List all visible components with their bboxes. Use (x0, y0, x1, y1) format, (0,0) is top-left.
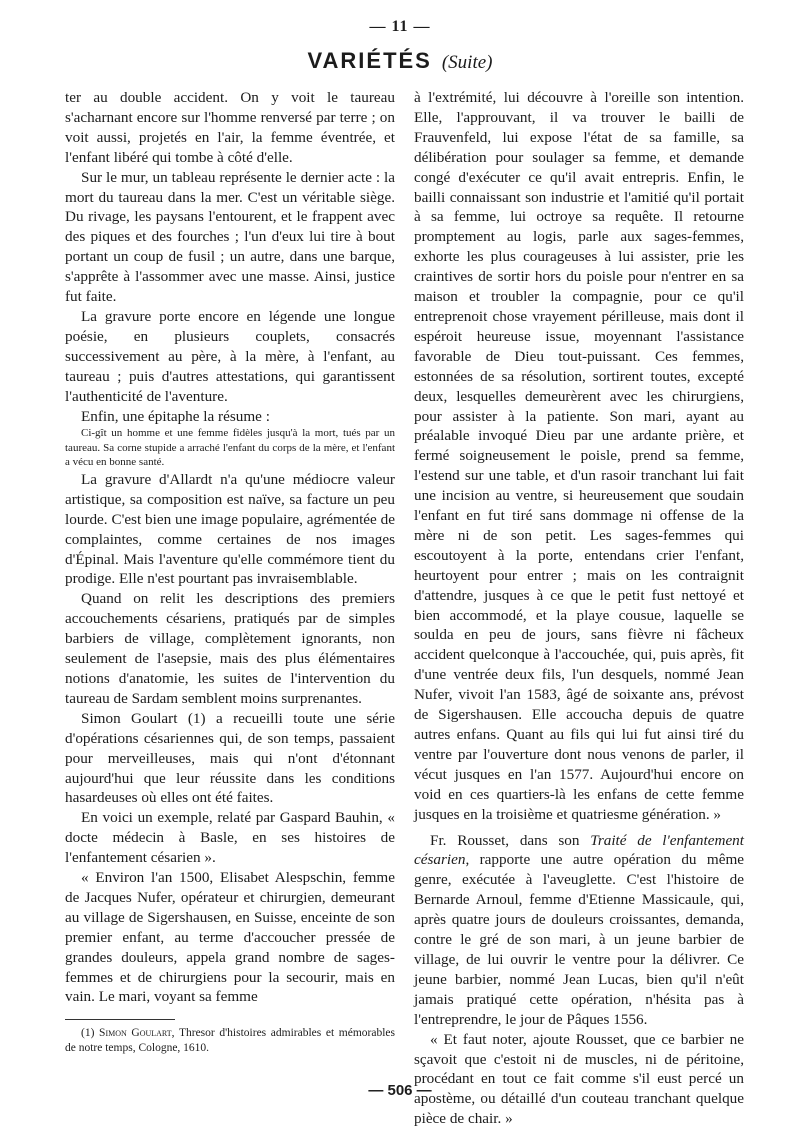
epitaph: Ci-gît un homme et une femme fidèles jusqu'à la mort, tués par un taureau. Sa corne stupide a arraché l'enfant du corps de la mère, et l'enfant a vécu en bonne santé. (65, 427, 395, 469)
left-paragraph-7: Simon Goulart (1) a recueilli toute une série d'opérations césariennes qui, de son temps, passaient pour merveilleuses, mais qui n'ont d'étonnant aujourd'hui que leur réussite dans les conditions hasardeuses où elles ont été faites. (65, 709, 395, 807)
left-paragraph-6: Quand on relit les descriptions des premiers accouchements césariens, pratiqués par de simples barbiers de village, complètement ignorants, non seulement de l'asepsie, mais des plus élémentaires notions d'anatomie, les suites de l'intervention du taureau de Sardam semblent moins surprenantes. (65, 590, 395, 707)
footnote (65, 1026, 395, 1056)
book-title: Traité de l'enfantement césarien (414, 831, 744, 869)
left-paragraph-2: Sur le mur, un tableau représente le dernier acte : la mort du taureau dans la mer. C'est un véritable siège. Du rivage, les paysans l'entourent, et le frappent avec des piques et des fourches ; l'un d'eux lui tire à bout portant un coup de fusil ; un autre, dans une barque, s'apprête à l'assommer avec une masse. Ainsi, justice fut faite. (65, 168, 395, 306)
section-title-suite: (Suite) (441, 52, 493, 73)
left-paragraph-9: « Environ l'an 1500, Elisabet Alespschin, femme de Jacques Nufer, opérateur et chirurgien, demeurant au village de Sigershausen, en Suisse, enceinte de son premier enfant, au terme d'accoucher pressée de grandes douleurs, appela grand nombre de sages-femmes et de chirurgiens pour la secourir, mais en vain. Le mari, voyant sa femme (65, 869, 395, 1006)
left-paragraph-8: En voici un exemple, relaté par Gaspard Bauhin, « docte médecin à Basle, en ses histoires de l'enfantement césarien ». (65, 809, 395, 867)
right-paragraph-2-body: , rapporte une autre opération du même genre, exécutée à l'aveuglette. C'est l'histoire de Bernarde Arnoul, femme d'Etienne Massicaule, qui, après quatre jours de douleurs croissantes, demanda, contre le gré de son mari, à un jeune barbier de village, de lui ouvrir le ventre pour la délivrer. Ce jeune barbier, nommé Jean Lucas, bien qu'il n'eût jamais pratiqué cette opération, n'hésita pas à l'entreprendre, le jour de Pâques 1556. (414, 851, 744, 1028)
section-title (0, 48, 800, 74)
left-paragraph-4: Enfin, une épitaphe la résume : (81, 407, 270, 425)
right-paragraph-3: « Et faut noter, ajoute Rousset, que ce barbier ne sçavoit que c'estoit ni de muscles, ni de péritoine, procédant en tout ce fait comme s'il eust percé un apostème, ou détaillé d'un couteau tranchant quelque pièce de chair. » (414, 1030, 744, 1128)
footnote-author: Simon Goulart, (99, 1027, 175, 1040)
left-paragraph-3: La gravure porte encore en légende une longue poésie, en plusieurs couplets, consacrés successivement au père, à la mère, à l'enfant, au taureau ; puis d'autres attestations, qui garantissent l'authenticité de l'aventure. (65, 307, 395, 405)
page-number: — 506 — (368, 1082, 432, 1099)
left-paragraph-1: ter au double accident. On y voit le taureau s'acharnant encore sur l'homme renversé par terre ; on voit aussi, projetés en l'air, la femme éventrée, et l'enfant libéré qui tombe à côté d'elle. (65, 89, 395, 166)
footnote-divider (65, 1019, 175, 1020)
right-column (414, 88, 744, 1129)
right-paragraph-2 (414, 831, 744, 1030)
footnote-marker: (1) (81, 1027, 100, 1040)
left-column (65, 88, 395, 1056)
left-paragraph-5: La gravure d'Allardt n'a qu'une médiocre valeur artistique, sa composition est naïve, sa facture un peu lourde. C'est bien une image populaire, agrémentée de complaintes, comme certaines de nos images d'Épinal. Mais l'aventure qu'elle commémore tient du prodige. Elle n'est pourtant pas invraisemblable. (65, 470, 395, 588)
footnote-citation: Thresor d'histoires admirables et mémorables de notre temps, Cologne, 1610. (65, 1027, 395, 1055)
right-paragraph-2-lead: Fr. Rousset, dans son (430, 831, 591, 849)
section-title-main: VARIÉTÉS (307, 48, 432, 73)
running-page-label: — 11 — (369, 18, 431, 35)
right-paragraph-1: à l'extrémité, lui découvre à l'oreille son intention. Elle, l'approuvant, il va trouver le bailli de Frauvenfeld, lui expose l'état de sa famille, sa délibération pour soulager sa femme, et demande congé d'exécuter ce qu'il avait entrepris. Enfin, le bailli connaissant son industrie et l'amitié qu'il portait à sa femme, lui octroye sa requête. Il retourne promptement au logis, parle aux sages-femmes, exhorte les plus courageuses à lui assister, prie les craintives de sortir hors du poisle pour n'entrer en sa maison et troubler la compagnie, pour ce qu'il entreprenoit chose vrayement périlleuse, mais dont il espéroit heureuse issue, moyennant l'assistance favorable de Dieu tout-puissant. Ces femmes, estonnées de sa résolution, sortirent toutes, excepté deux, lesquelles demeurèrent avec les chirurgiens, pour assister à la patiente. Son mari, ayant au préalable invoqué Dieu par une ardante prière, et fermé soigneusement le poisle, prend sa femme, l'estend sur une table, et d'un rasoir tranchant lui fait une incision au ventre, si heureusement que soudain l'enfant en fut tiré sans dommage ni offense de la mère ni de son petit. Les sages-femmes qui escoutoyent à la porte, entendans crier l'enfant, heurtoyent pour entrer ; mais on les contraignit d'attendre, jusques à ce que le petit fust nettoyé et bien accommodé, et la playe cousue, laquelle se soulda en peu de jours, sans fièvre ni fâcheux accident quelconque à l'accouchée, qui, puis après, fit d'une ventrée deux fils, l'un desquels, nommé Jean Nufer, vivoit l'an 1583, âgé de soixante ans, prévost de Sigershausen. Elle accoucha depuis de quatre autres enfans. Quant au fils qui lui fut ainsi tiré du ventre par l'ouverture dont nous venons de parler, il vécut jusques en l'an 1577. Aujourd'hui encore on void en ces quartiers-là les enfans de cette femme jusques en la troisième et quatriesme génération. » (414, 89, 744, 823)
